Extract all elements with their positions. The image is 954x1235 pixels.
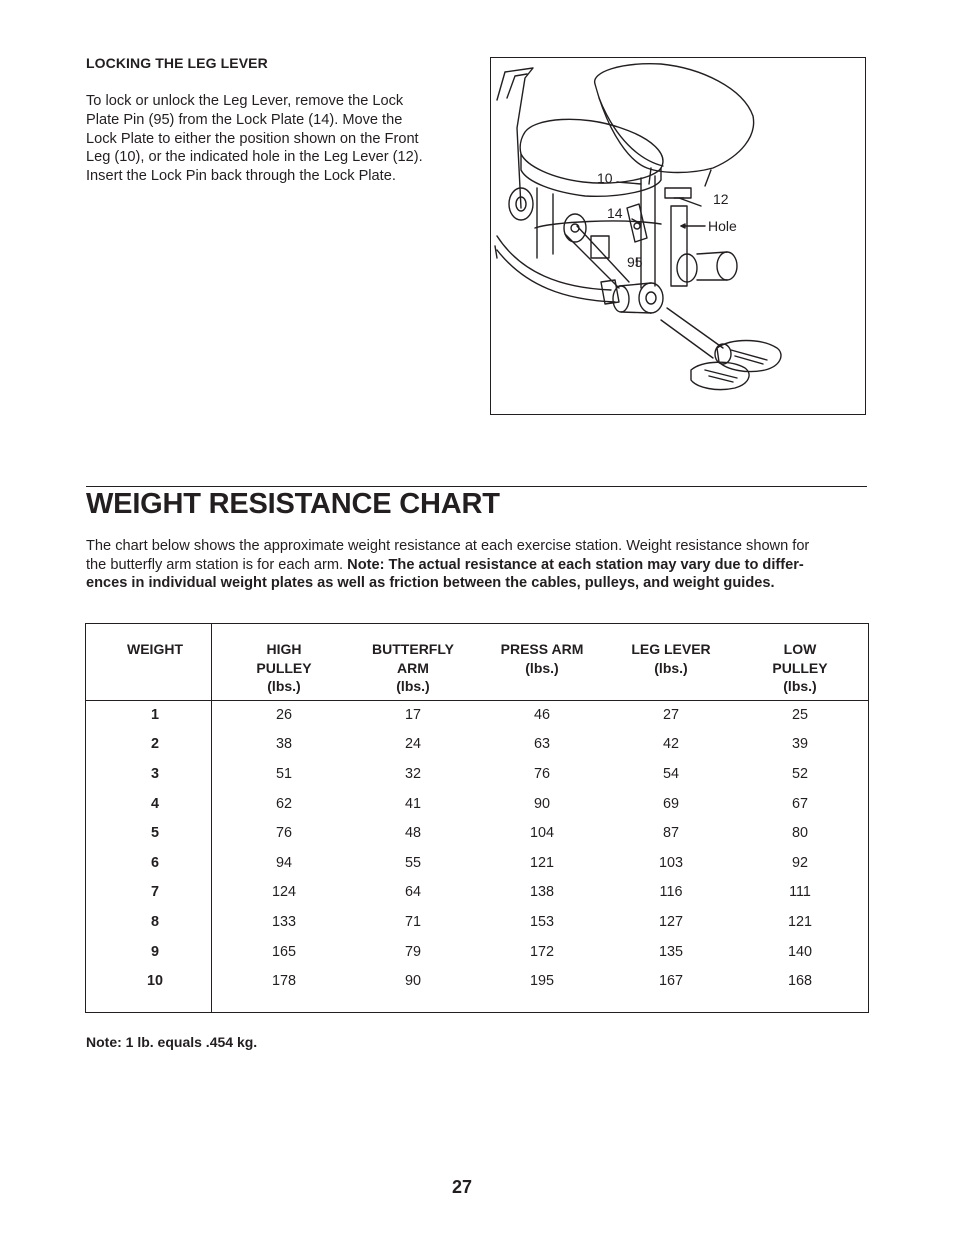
- header-low-pulley: [730, 640, 870, 696]
- cell-weight: 6: [150, 855, 159, 871]
- conversion-note: Note: 1 lb. equals .454 kg.: [86, 1034, 258, 1050]
- cell-low-pulley: 52: [791, 766, 808, 782]
- cell-weight: 7: [150, 884, 159, 900]
- intro-plain-text: The chart below shows the approximate weight resistance at each exercise station. Weight resistance shown for: [86, 538, 810, 554]
- intro-plain-text: the butterfly arm station is for each arm.: [86, 556, 348, 573]
- cell-high-pulley: 178: [271, 973, 296, 989]
- table-header-divider: [85, 700, 869, 701]
- cell-butterfly-arm: 55: [404, 855, 421, 871]
- intro-line: [86, 574, 876, 593]
- instruction-line: Lock Plate to either the position shown on the Front: [86, 130, 419, 147]
- cell-leg-lever: 54: [662, 766, 679, 782]
- cell-leg-lever: 167: [658, 973, 683, 989]
- page-number: 27: [451, 1177, 473, 1197]
- cell-leg-lever: 87: [662, 825, 679, 841]
- cell-press-arm: 76: [533, 766, 550, 782]
- intro-line: [86, 556, 876, 575]
- cell-leg-lever: 27: [662, 707, 679, 723]
- cell-press-arm: 138: [529, 884, 554, 900]
- cell-press-arm: 90: [533, 796, 550, 812]
- header-line: (lbs.): [654, 659, 688, 676]
- cell-leg-lever: 127: [658, 914, 683, 930]
- cell-high-pulley: 26: [275, 707, 292, 723]
- section-heading-locking-leg-lever: LOCKING THE LEG LEVER: [86, 55, 268, 71]
- cell-high-pulley: 38: [275, 736, 292, 752]
- chart-title: WEIGHT RESISTANCE CHART: [86, 488, 500, 520]
- header-line: WEIGHT: [127, 641, 183, 657]
- intro-line: [86, 537, 876, 556]
- machine-drawing: [491, 58, 864, 413]
- cell-low-pulley: 168: [787, 973, 812, 989]
- cell-low-pulley: 80: [791, 825, 808, 841]
- cell-press-arm: 195: [529, 973, 554, 989]
- cell-low-pulley: 67: [791, 796, 808, 812]
- cell-press-arm: 121: [529, 855, 554, 871]
- cell-butterfly-arm: 71: [404, 914, 421, 930]
- cell-press-arm: 172: [529, 944, 554, 960]
- instruction-line: To lock or unlock the Leg Lever, remove the Lock: [86, 93, 404, 109]
- cell-weight: 8: [150, 914, 159, 930]
- instruction-line: Insert the Lock Pin back through the Lock Plate.: [86, 168, 396, 185]
- cell-weight: 4: [150, 796, 159, 812]
- cell-leg-lever: 69: [662, 796, 679, 812]
- cell-press-arm: 63: [533, 736, 550, 752]
- intro-bold-note: ences in individual weight plates as well as friction between the cables, pulleys, and weight guides.: [86, 575, 775, 592]
- header-line: HIGH: [266, 641, 302, 657]
- header-press-arm: [472, 640, 612, 677]
- cell-leg-lever: 135: [658, 944, 683, 960]
- header-line: LEG LEVER: [631, 641, 711, 657]
- cell-weight: 3: [150, 766, 159, 782]
- cell-butterfly-arm: 17: [404, 707, 421, 723]
- cell-low-pulley: 39: [791, 736, 808, 752]
- table-column-divider: [211, 623, 212, 1013]
- cell-press-arm: 104: [529, 825, 554, 841]
- leg-lever-illustration: [490, 57, 866, 415]
- cell-low-pulley: 92: [791, 855, 808, 871]
- cell-leg-lever: 103: [658, 855, 683, 871]
- cell-press-arm: 46: [533, 707, 550, 723]
- header-leg-lever: [601, 640, 741, 677]
- cell-butterfly-arm: 24: [404, 736, 421, 752]
- chart-intro: [86, 537, 876, 593]
- cell-high-pulley: 124: [271, 884, 296, 900]
- cell-weight: 2: [150, 736, 159, 752]
- cell-butterfly-arm: 79: [404, 944, 421, 960]
- callout-12: 12: [713, 191, 729, 207]
- cell-butterfly-arm: 32: [404, 766, 421, 782]
- instruction-line: Plate Pin (95) from the Lock Plate (14). Move the: [86, 111, 403, 128]
- cell-leg-lever: 42: [662, 736, 679, 752]
- header-line: LOW: [783, 641, 817, 657]
- intro-bold-note: Note: The actual resistance at each station may vary due to differ-: [347, 556, 804, 573]
- cell-weight: 1: [150, 707, 159, 723]
- cell-leg-lever: 116: [659, 884, 683, 900]
- cell-high-pulley: 62: [275, 796, 292, 812]
- callout-10: 10: [597, 170, 613, 186]
- header-butterfly-arm: [343, 640, 483, 696]
- cell-high-pulley: 133: [271, 914, 296, 930]
- callout-95: 95: [627, 254, 643, 270]
- cell-low-pulley: 121: [787, 914, 812, 930]
- cell-low-pulley: 140: [787, 944, 812, 960]
- callout-hole: Hole: [708, 218, 737, 234]
- cell-high-pulley: 94: [275, 855, 292, 871]
- cell-butterfly-arm: 48: [404, 825, 421, 841]
- cell-weight: 5: [150, 825, 159, 841]
- cell-butterfly-arm: 90: [404, 973, 421, 989]
- header-line: PRESS ARM: [500, 641, 584, 657]
- cell-weight: 10: [146, 973, 163, 989]
- header-line: (lbs.): [396, 678, 430, 694]
- cell-weight: 9: [150, 944, 159, 960]
- cell-butterfly-arm: 64: [404, 884, 421, 900]
- cell-high-pulley: 76: [275, 825, 292, 841]
- cell-high-pulley: 51: [275, 766, 292, 782]
- header-high-pulley: [214, 640, 354, 696]
- header-weight: [85, 640, 225, 659]
- cell-press-arm: 153: [529, 914, 554, 930]
- cell-high-pulley: 165: [271, 944, 296, 960]
- header-line: (lbs.): [525, 659, 559, 676]
- instruction-line: Leg (10), or the indicated hole in the Leg Lever (12).: [86, 149, 423, 166]
- locking-instructions: [86, 92, 466, 186]
- cell-butterfly-arm: 41: [404, 796, 421, 812]
- header-line: PULLEY: [772, 659, 828, 676]
- header-line: BUTTERFLY: [372, 641, 454, 657]
- cell-low-pulley: 25: [791, 707, 808, 723]
- header-line: (lbs.): [783, 678, 817, 694]
- header-line: PULLEY: [256, 659, 312, 676]
- header-line: ARM: [397, 659, 429, 676]
- callout-14: 14: [607, 205, 623, 221]
- cell-low-pulley: 111: [789, 884, 811, 900]
- header-line: (lbs.): [267, 678, 301, 694]
